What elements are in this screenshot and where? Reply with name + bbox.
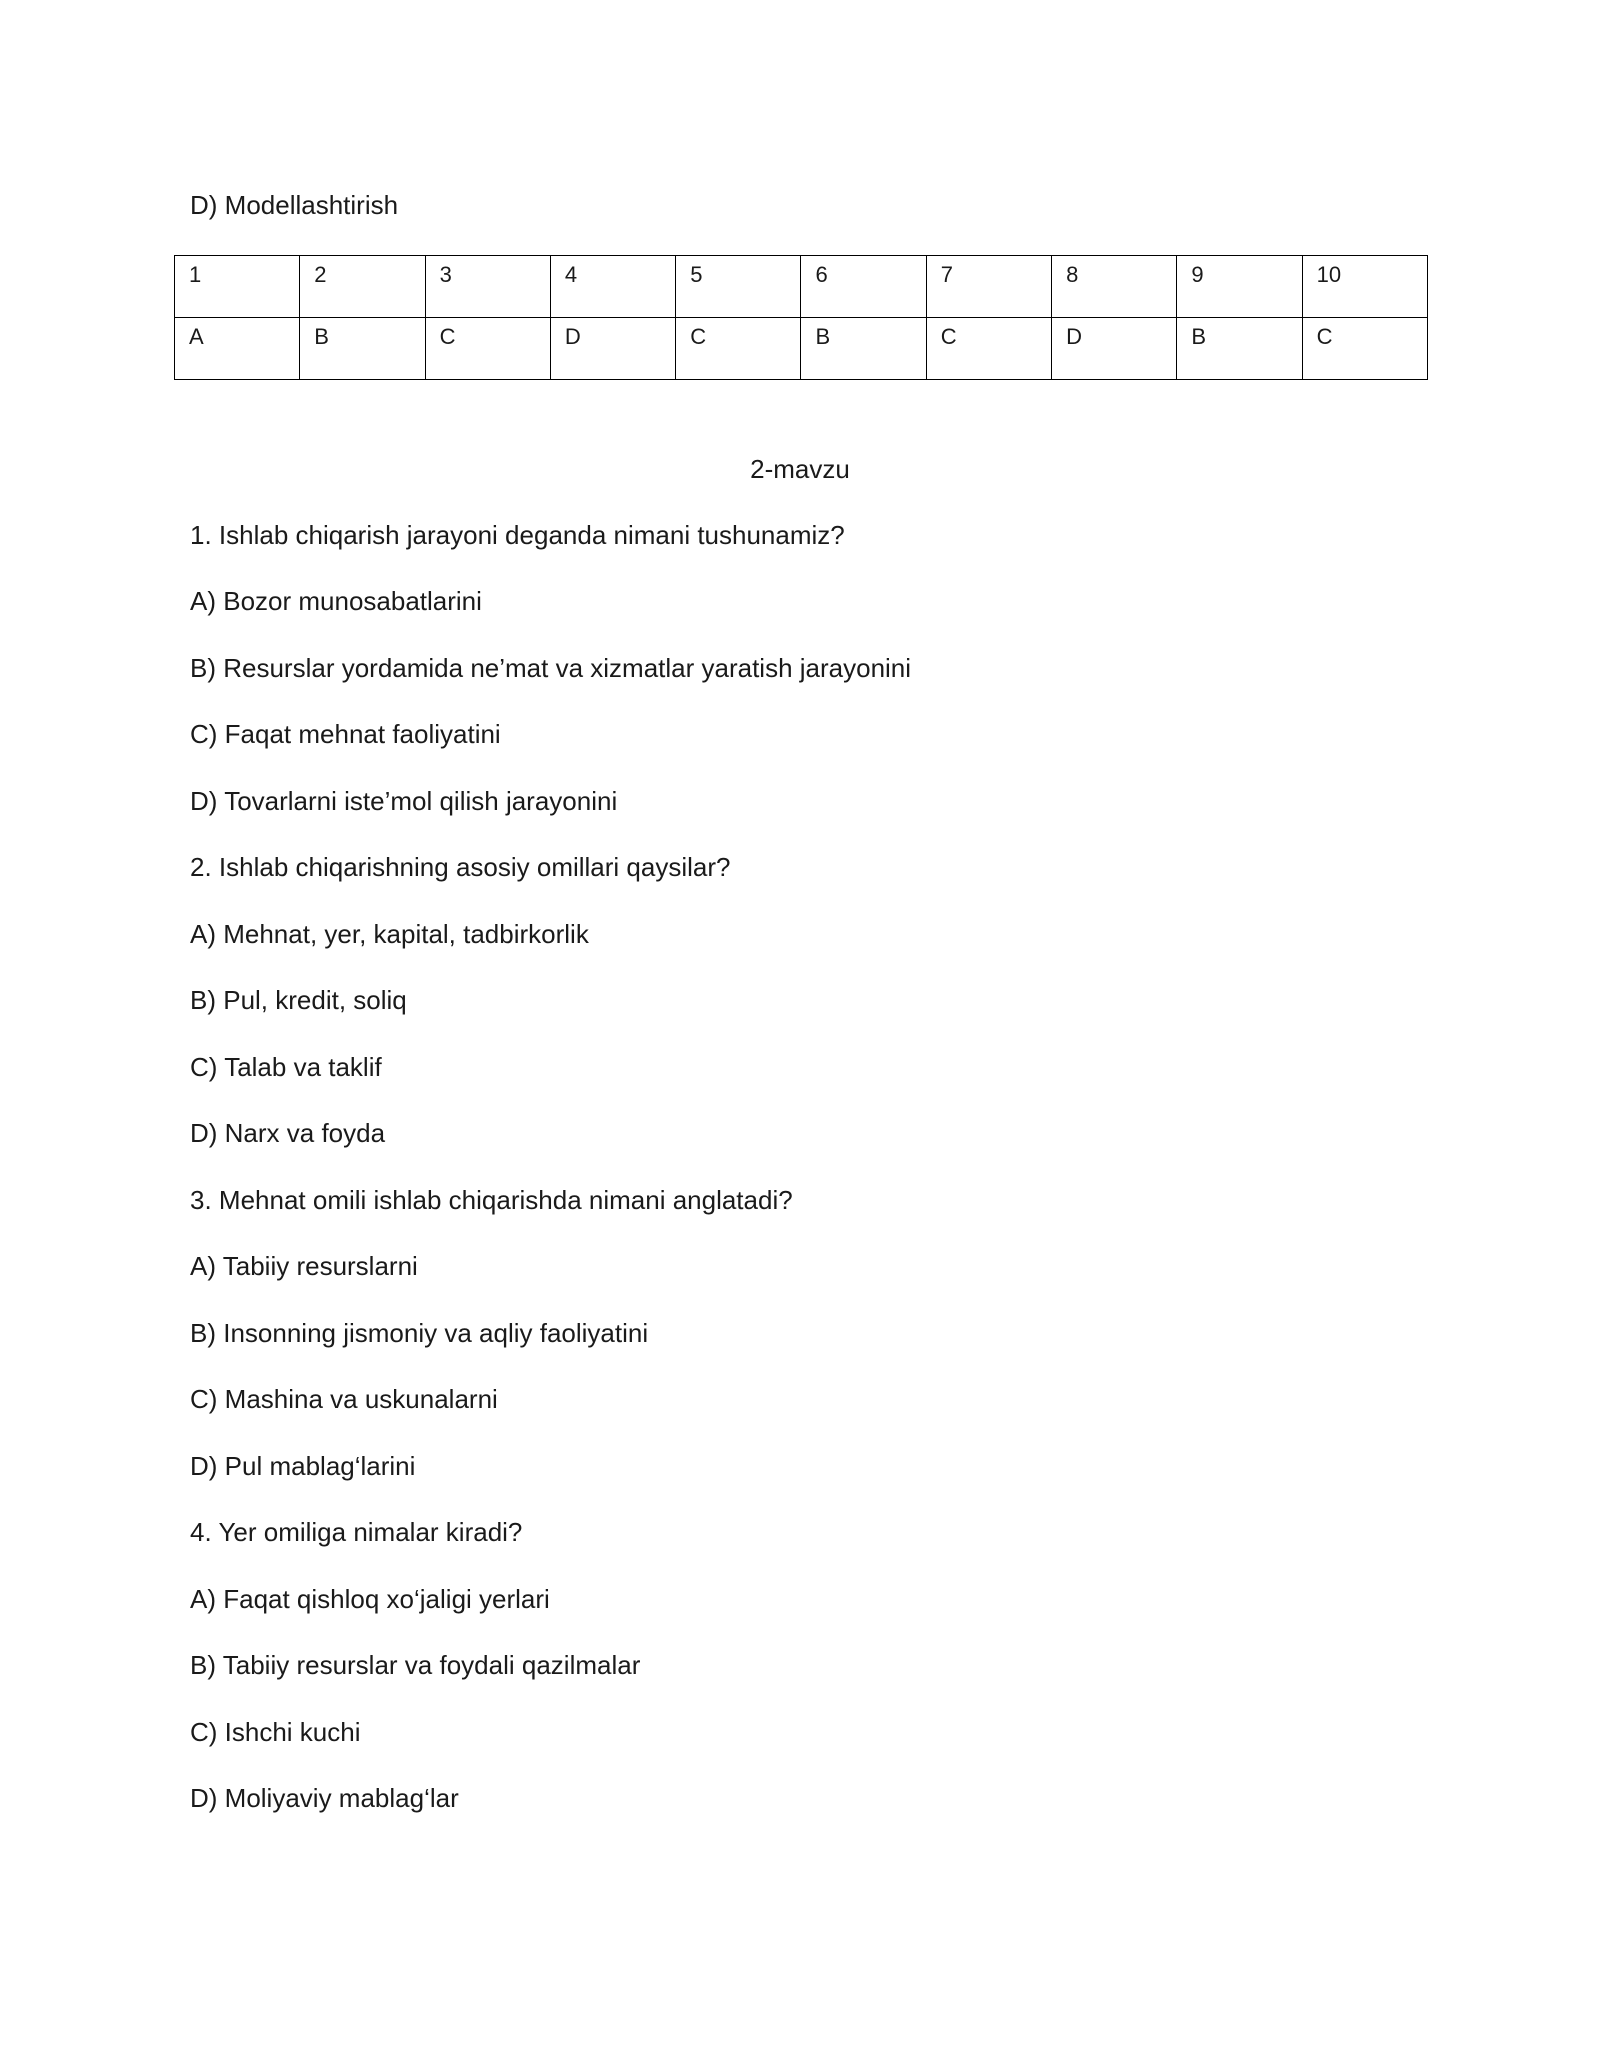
- answer-key-number-cell: 8: [1052, 256, 1177, 318]
- answer-option: B) Tabiiy resurslar va foydali qazilmalar: [190, 1650, 641, 1680]
- answer-key-number-cell: 9: [1177, 256, 1302, 318]
- answer-option: A) Bozor munosabatlarini: [190, 586, 482, 616]
- question-text: 1. Ishlab chiqarish jarayoni deganda nimani tushunamiz?: [190, 520, 845, 550]
- answer-key-number-cell: 5: [676, 256, 801, 318]
- answer-option: B) Insonning jismoniy va aqliy faoliyatini: [190, 1318, 649, 1348]
- answer-option: D) Tovarlarni iste’mol qilish jarayonini: [190, 786, 618, 816]
- answer-key-number-cell: 4: [550, 256, 675, 318]
- answer-key-letter-cell: D: [550, 318, 675, 380]
- answer-option: C) Faqat mehnat faoliyatini: [190, 719, 501, 749]
- answer-key-letter-cell: C: [425, 318, 550, 380]
- section-title: 2-mavzu: [750, 454, 850, 484]
- answer-option: A) Mehnat, yer, kapital, tadbirkorlik: [190, 919, 589, 949]
- answer-key-number-cell: 3: [425, 256, 550, 318]
- answer-key-letter-cell: B: [801, 318, 926, 380]
- answer-option: C) Mashina va uskunalarni: [190, 1384, 498, 1414]
- question-text: 3. Mehnat omili ishlab chiqarishda nimani anglatadi?: [190, 1185, 793, 1215]
- answer-key-letter-cell: D: [1052, 318, 1177, 380]
- answer-key-letter-cell: B: [1177, 318, 1302, 380]
- answer-key-number-row: [175, 256, 1428, 318]
- answer-key-number-cell: 7: [926, 256, 1051, 318]
- answer-option: B) Pul, kredit, soliq: [190, 985, 407, 1015]
- answer-key-number-cell: 10: [1302, 256, 1427, 318]
- answer-key-letter-cell: C: [676, 318, 801, 380]
- answer-key-letter-row: [175, 318, 1428, 380]
- answer-key-table: [174, 255, 1428, 380]
- answer-option: A) Faqat qishloq xo‘jaligi yerlari: [190, 1584, 550, 1614]
- answer-option: D) Narx va foyda: [190, 1118, 386, 1148]
- answer-key-letter-cell: B: [300, 318, 425, 380]
- answer-option: B) Resurslar yordamida ne’mat va xizmatlar yaratish jarayonini: [190, 653, 912, 683]
- answer-option: C) Ishchi kuchi: [190, 1717, 361, 1747]
- answer-option: D) Moliyaviy mablag‘lar: [190, 1783, 459, 1813]
- question-text: 4. Yer omiliga nimalar kiradi?: [190, 1517, 523, 1547]
- answer-option: A) Tabiiy resurslarni: [190, 1251, 418, 1281]
- answer-option: D) Pul mablag‘larini: [190, 1451, 416, 1481]
- answer-key-number-cell: 6: [801, 256, 926, 318]
- answer-key-number-cell: 2: [300, 256, 425, 318]
- question-text: 2. Ishlab chiqarishning asosiy omillari qaysilar?: [190, 852, 731, 882]
- answer-key-letter-cell: A: [175, 318, 300, 380]
- answer-key-number-cell: 1: [175, 256, 300, 318]
- previous-option-text: D) Modellashtirish: [190, 190, 399, 220]
- answer-key-letter-cell: C: [1302, 318, 1427, 380]
- answer-option: C) Talab va taklif: [190, 1052, 382, 1082]
- answer-key-letter-cell: C: [926, 318, 1051, 380]
